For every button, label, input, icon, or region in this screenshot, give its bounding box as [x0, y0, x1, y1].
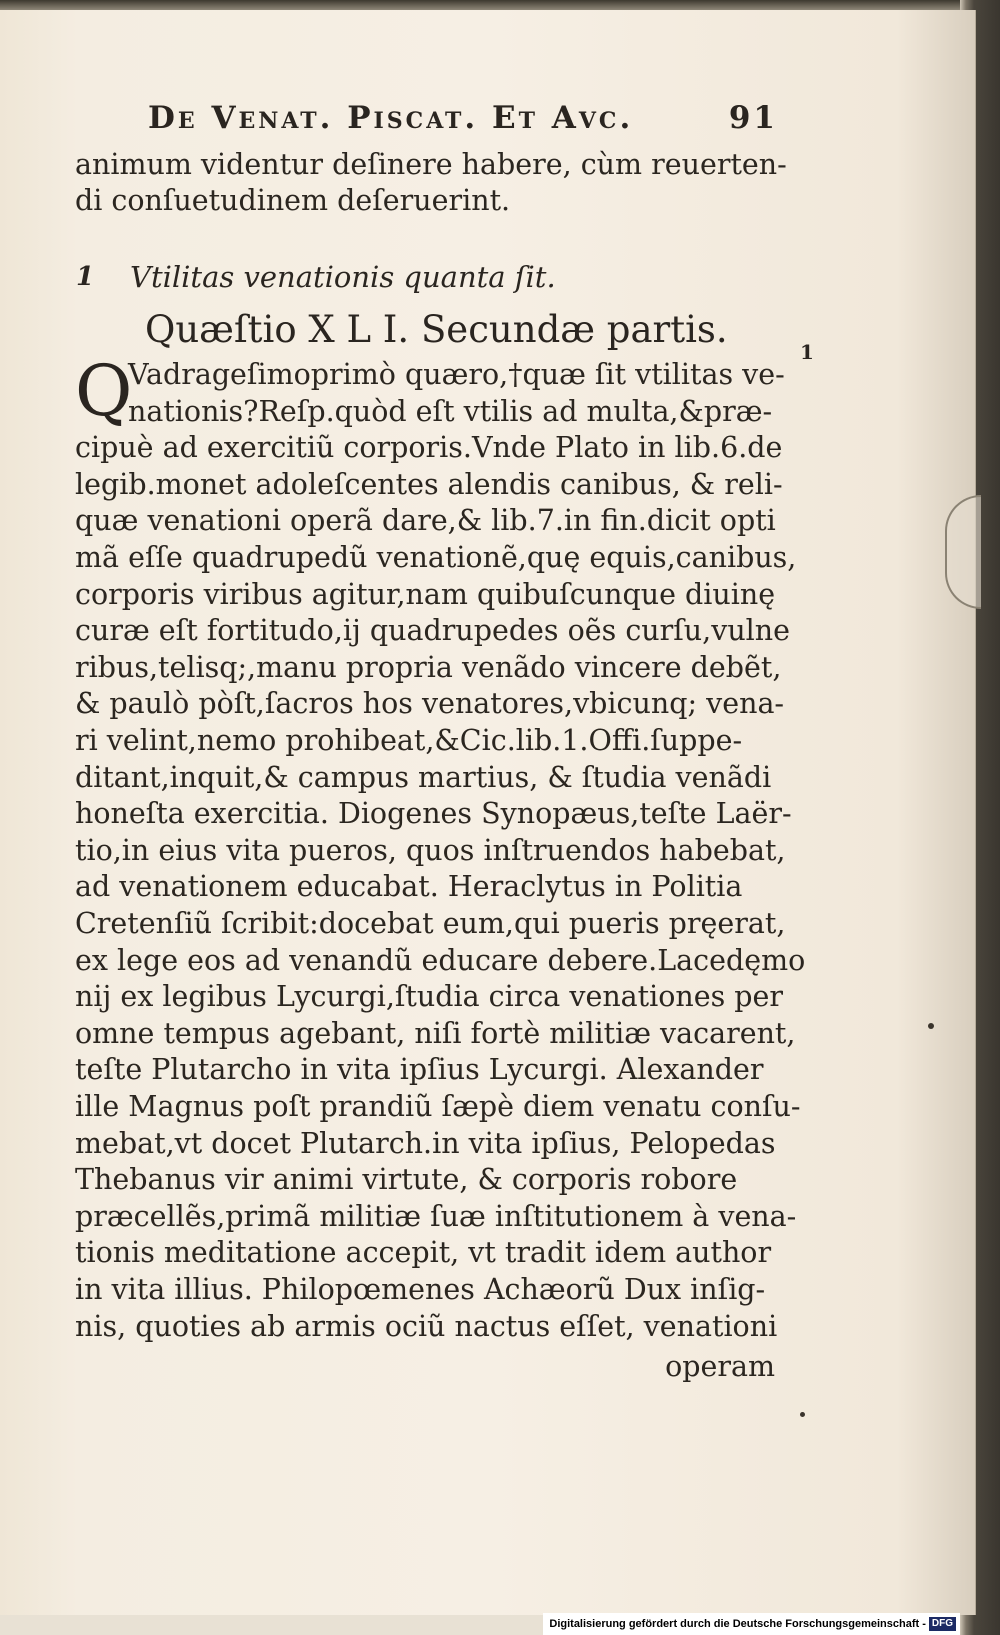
- body-line: curæ eſt fortitudo,ij quadrupedes oẽs curſu,vulne: [75, 614, 791, 648]
- body-line: præcellẽs,primã militiæ ſuæ inſtitutionem à vena-: [75, 1199, 797, 1233]
- body-line: ad venationem educabat. Heraclytus in Politia: [75, 870, 743, 904]
- page-number: 91: [728, 100, 778, 136]
- body-line: & paulò pòſt,ſacros hos venatores,vbicunq; vena-: [75, 687, 785, 721]
- body-line: nij ex legibus Lycurgi,ſtudia circa venationes per: [75, 980, 784, 1014]
- body-line: Vadrageſimoprimò quæro,†quæ ſit vtilitas ve-: [128, 358, 785, 391]
- intro-line: di conſuetudinem deſeruerint.: [75, 184, 511, 217]
- body-line: nationis?Reſp.quòd eſt vtilis ad multa,&præ-: [128, 394, 773, 428]
- page-clip: [945, 495, 981, 609]
- question-heading: Quæſtio X L I. Secundæ partis.: [145, 308, 728, 351]
- body-line: Thebanus vir animi virtute, & corporis robore: [75, 1163, 738, 1197]
- body-line: corporis viribus agitur,nam quibuſcunque diuinę: [75, 577, 776, 611]
- running-head-title: De Venat. Piscat. Et Avc.: [148, 100, 634, 136]
- body-line: teſte Plutarcho in vita ipſius Lycurgi. Alexander: [75, 1053, 764, 1087]
- body-line: legib.monet adoleſcentes alendis canibus, & reli-: [75, 467, 783, 501]
- body-line: quæ venationi operã dare,& lib.7.in fin.dicit opti: [75, 504, 776, 538]
- body-line: omne tempus agebant, niſi fortè militiæ vacarent,: [75, 1016, 796, 1050]
- footer-text: Digitalisierung gefördert durch die Deutsche Forschungsgemeinschaft -: [549, 1618, 926, 1630]
- body-line: cipuè ad exercitiũ corporis.Vnde Plato in lib.6.de: [75, 431, 783, 465]
- body-line: in vita illius. Philopœmenes Achæorũ Dux inſig-: [75, 1273, 766, 1306]
- body-line: Cretenſiũ ſcribit:docebat eum,qui pueris pręerat,: [75, 907, 786, 940]
- body-line: tio,in eius vita pueros, quos inſtruendos habebat,: [75, 833, 786, 867]
- intro-line: animum videntur deſinere habere, cùm reuerten-: [75, 148, 787, 181]
- body-line: ille Magnus poſt prandiũ ſæpè diem venatu conſu-: [75, 1090, 801, 1123]
- dfg-logo-badge: DFG: [929, 1617, 956, 1631]
- body-line: mã eſſe quadrupedũ venationẽ,quę equis,canibus,: [75, 541, 797, 574]
- running-head: [148, 100, 778, 144]
- catchword: operam: [665, 1350, 775, 1383]
- ink-spot: [928, 1023, 934, 1029]
- section-marker: 1: [76, 262, 95, 292]
- body-line: ditant,inquit,& campus martius, & ſtudia venãdi: [75, 760, 772, 794]
- digitization-footer: [543, 1613, 960, 1635]
- body-line: ri velint,nemo prohibeat,&Cic.lib.1.Offi.ſuppe-: [75, 724, 743, 757]
- drop-cap: Q: [75, 350, 133, 432]
- body-line: mebat,vt docet Plutarch.in vita ipſius, Pelopedas: [75, 1126, 776, 1160]
- body-line: ribus,telisq;,manu propria venãdo vincere debẽt,: [75, 650, 782, 684]
- margin-marker: 1: [800, 340, 814, 364]
- body-line: ex lege eos ad venandũ educare debere.Lacedęmo: [75, 943, 806, 977]
- body-line: nis, quoties ab armis ociũ nactus eſſet, venationi: [75, 1309, 778, 1343]
- body-line: honeſta exercitia. Diogenes Synopæus,teſte Laër-: [75, 797, 792, 831]
- body-line: tionis meditatione accepit, vt tradit idem author: [75, 1236, 772, 1270]
- ink-spot: [800, 1412, 805, 1417]
- section-title: Vtilitas venationis quanta ſit.: [130, 260, 556, 294]
